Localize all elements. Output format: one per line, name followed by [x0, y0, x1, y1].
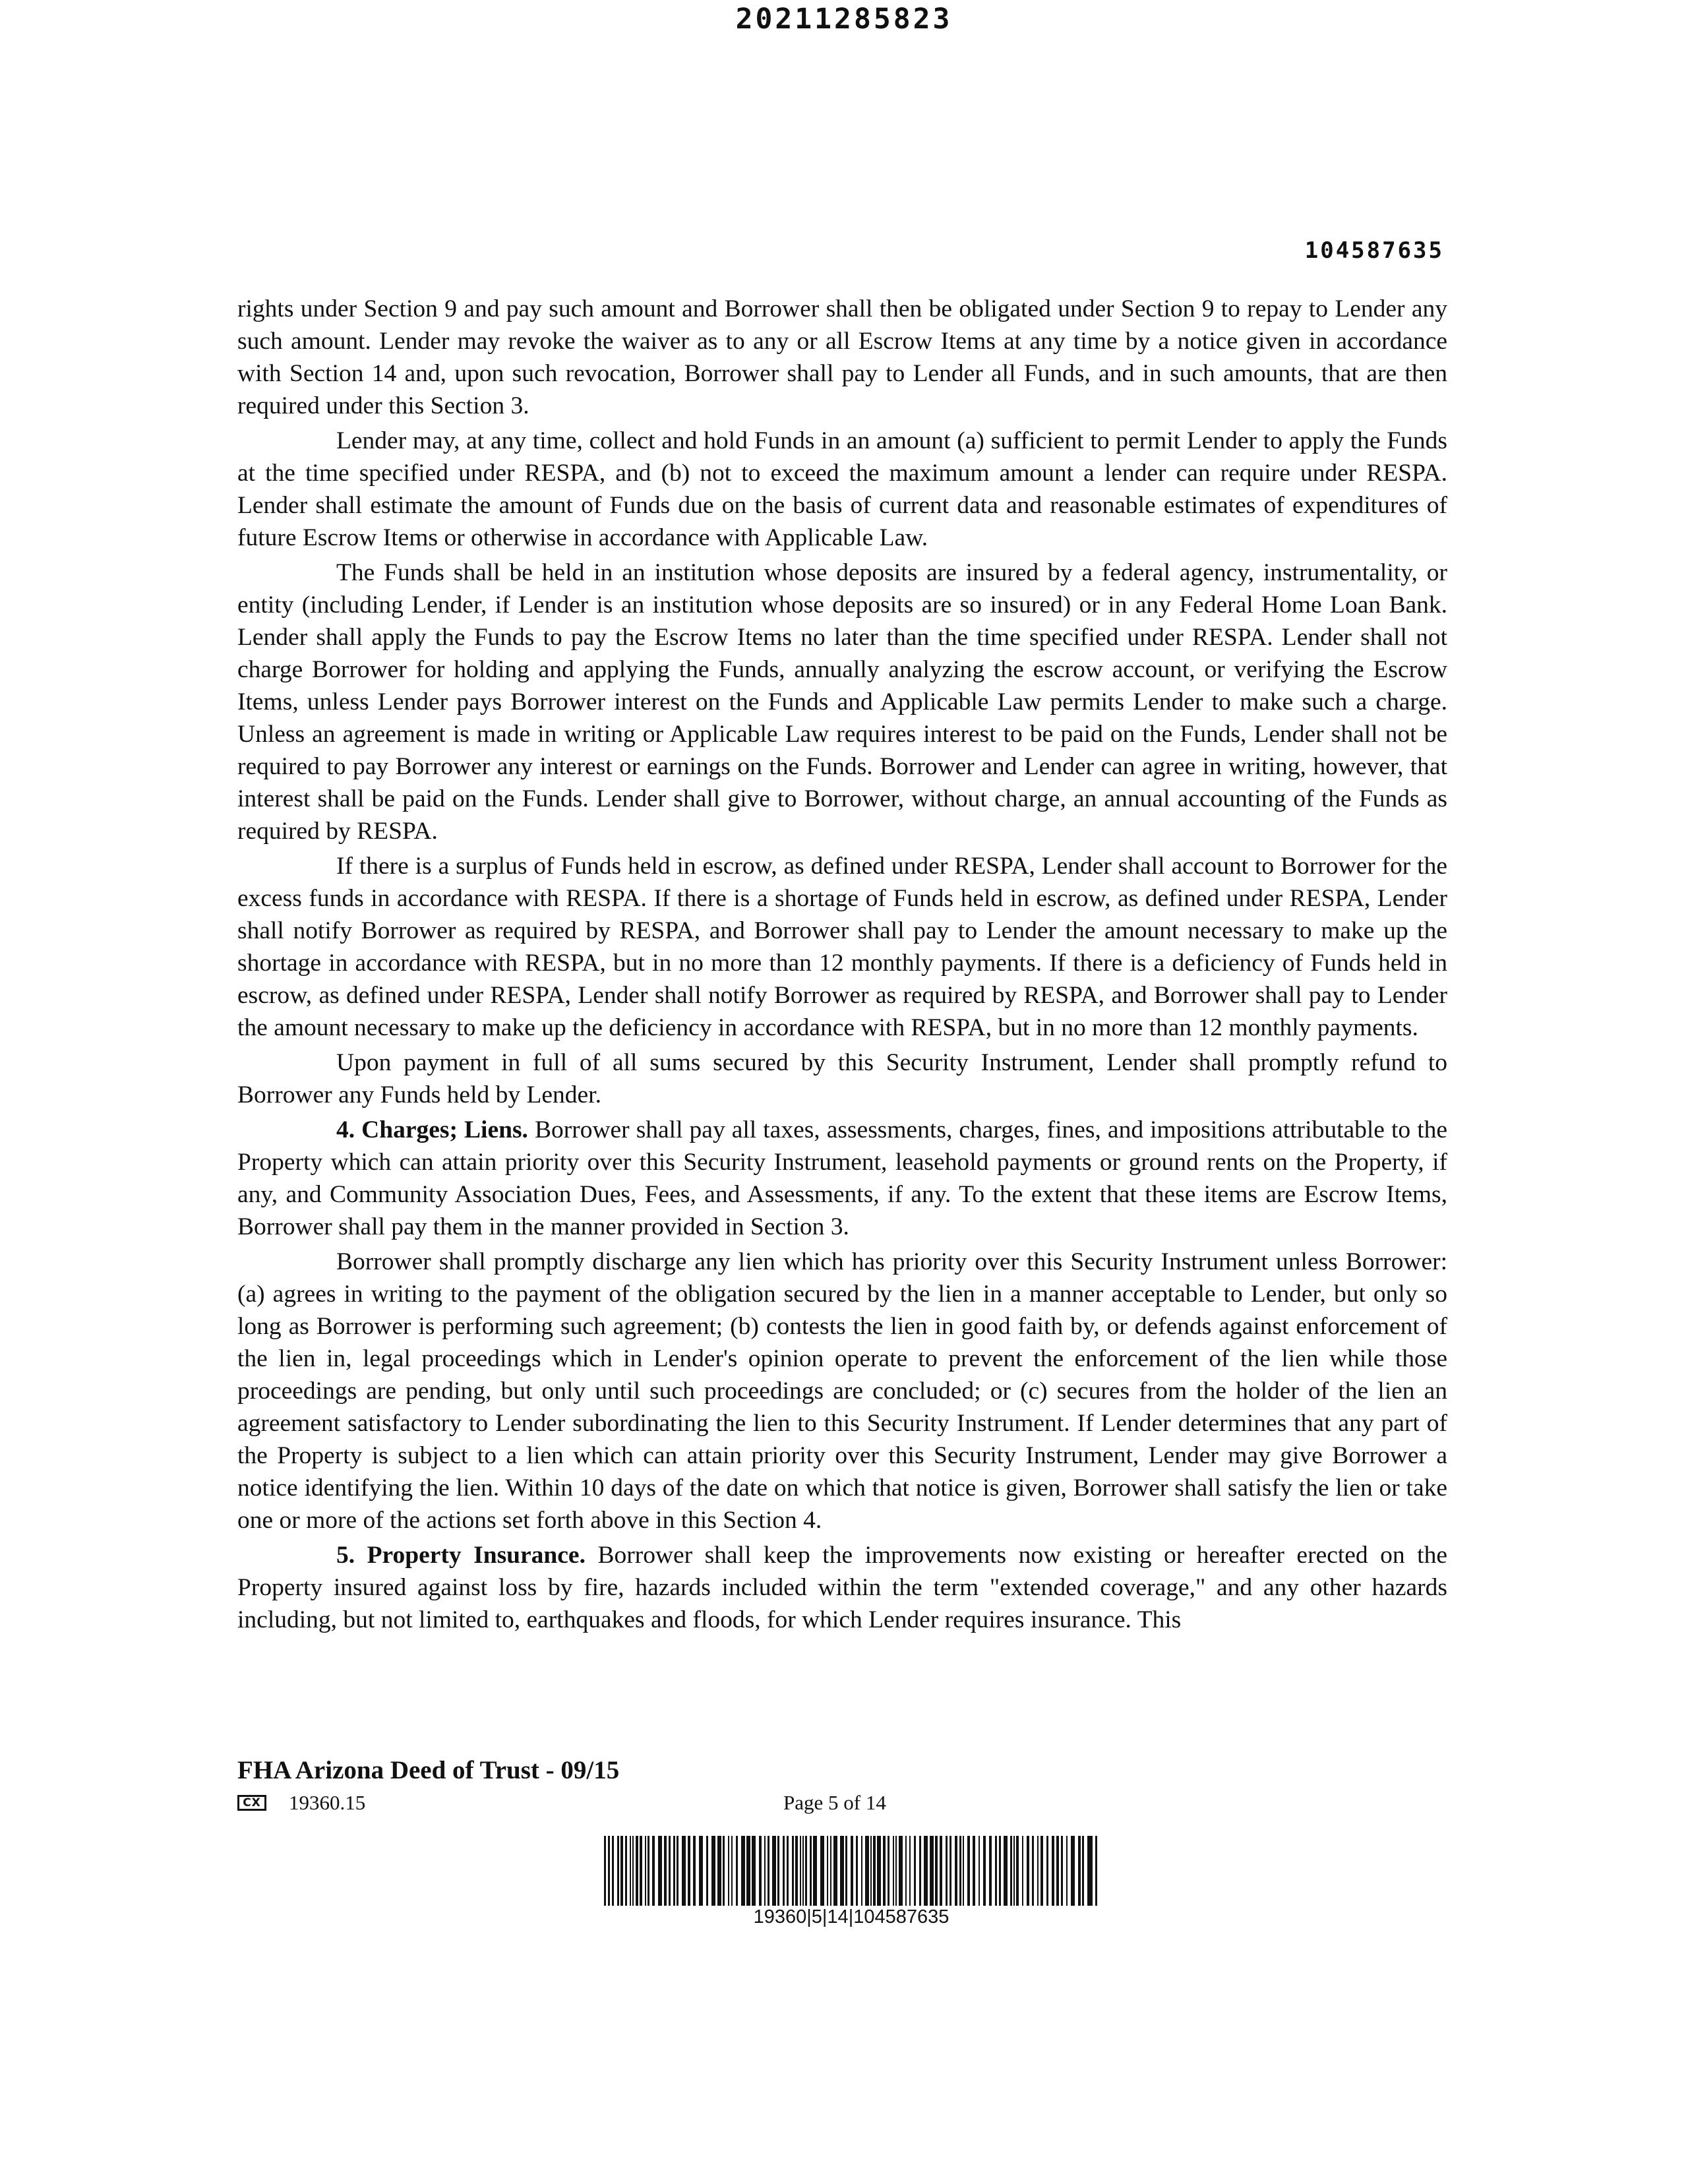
section-4-paragraph — [237, 1114, 1447, 1243]
barcode-bar — [723, 1836, 725, 1906]
barcode-bar — [673, 1836, 675, 1906]
barcode-bar — [664, 1836, 667, 1906]
barcode-bar — [1066, 1836, 1068, 1906]
barcode-bar — [967, 1836, 970, 1906]
barcode-bar — [608, 1836, 610, 1906]
barcode-bar — [728, 1836, 729, 1906]
section-heading: 5. Property Insurance. — [336, 1542, 586, 1569]
form-title: FHA Arizona Deed of Trust - 09/15 — [237, 1756, 620, 1784]
barcode-bar — [861, 1836, 862, 1906]
barcode-bar — [1004, 1836, 1008, 1906]
paragraph — [237, 1246, 1447, 1536]
barcode-bar — [845, 1836, 847, 1906]
barcode-bar — [612, 1836, 614, 1906]
barcode-bar — [914, 1836, 916, 1906]
barcode-bar — [648, 1836, 649, 1906]
paragraph — [237, 425, 1447, 554]
barcode-bar — [1078, 1836, 1081, 1906]
barcode-bar — [877, 1836, 881, 1906]
paragraph — [237, 850, 1447, 1044]
loan-number: 104587635 — [1304, 237, 1444, 264]
barcode-bar — [895, 1836, 897, 1906]
barcode-bar — [820, 1836, 824, 1906]
barcode-bar — [658, 1836, 662, 1906]
barcode-bar — [830, 1836, 831, 1906]
barcode-bar — [851, 1836, 853, 1906]
barcode-bar — [800, 1836, 801, 1906]
barcode-bar — [1095, 1836, 1097, 1906]
barcode-bar — [1052, 1836, 1054, 1906]
barcode-bar — [699, 1836, 703, 1906]
paragraph-text: Borrower shall promptly discharge any lien which has priority over this Security Instrument unless Borrower: (a) agrees in writing to the payment of the obligation secured by the lien in a manner acceptable to Lender, but only so long as Borrower is performing such agreement; (b) contests the lien in good faith by, or defends against enforcement of the lien in, legal proceedings which in Lender's opinion operate to prevent the enforcement of the lien while those proceedings are pending, but only until such proceedings are concluded; or (c) secures from the holder of the lien an agreement satisfactory to Lender subordinating the lien to this Security Instrument. If Lender determines that any part of the Property is subject to a lien which can attain priority over this Security Instrument, Lender may give Borrower a notice identifying the lien. Within 10 days of the date on which that notice is given, Borrower shall satisfy the lien or take one or more of the actions set forth above in this Section 4. — [237, 1248, 1447, 1534]
barcode-bar — [717, 1836, 721, 1906]
barcode-bar — [768, 1836, 769, 1906]
barcode-bar — [946, 1836, 948, 1906]
paragraph — [237, 1046, 1447, 1111]
barcode-bar — [640, 1836, 642, 1906]
barcode-bar — [1082, 1836, 1084, 1906]
barcode-bar — [935, 1836, 938, 1906]
barcode-bar — [1071, 1836, 1075, 1906]
barcode-bar — [1032, 1836, 1034, 1906]
paragraph-text: Lender may, at any time, collect and hold Funds in an amount (a) sufficient to permit Lender to apply the Funds at the time specified under RESPA, and (b) not to exceed the maximum amount a lender can require under RESPA. Lender shall estimate the amount of Funds due on the basis of current data and reasonable estimates of expenditures of future Escrow Items or otherwise in accordance with Applicable Law. — [237, 427, 1447, 551]
barcode-bar — [959, 1836, 961, 1906]
form-id — [237, 1791, 365, 1815]
paragraph-text: rights under Section 9 and pay such amount and Borrower shall then be obligated under Section 9 to repay to Lender any such amount. Lender may revoke the waiver as to any or all Escrow Items at any time by a notice given in accordance with Section 14 and, upon such revocation, Borrower shall pay to Lender all Funds, and in such amounts, that are then required under this Section 3. — [237, 295, 1447, 419]
barcode-bar — [995, 1836, 997, 1906]
barcode-bar — [677, 1836, 678, 1906]
barcode-bar — [688, 1836, 690, 1906]
barcode-bar — [919, 1836, 921, 1906]
barcode-bar — [973, 1836, 975, 1906]
barcode-bar — [955, 1836, 957, 1906]
barcode-bar — [865, 1836, 869, 1906]
barcode-text: 19360|5|14|104587635 — [753, 1906, 950, 1927]
barcode-bar — [620, 1836, 623, 1906]
paragraph-text: Borrower shall keep the improvements now existing or hereafter erected on the Property insured against loss by fire, hazards included within the term "extended coverage," and any other hazards including, but not limited to, earthquakes and floods, for which Lender requires insurance. This — [237, 1542, 1447, 1633]
barcode-bar — [833, 1836, 837, 1906]
barcode-bar — [746, 1836, 750, 1906]
barcode-bar — [795, 1836, 798, 1906]
barcode-bar — [604, 1836, 606, 1906]
recording-number: 20211285823 — [735, 3, 953, 36]
barcode-bar — [777, 1836, 779, 1906]
barcode-bar — [963, 1836, 964, 1906]
barcode-bar — [783, 1836, 785, 1906]
page-number: Page 5 of 14 — [783, 1791, 886, 1814]
barcode-bar — [652, 1836, 655, 1906]
barcode-bar — [625, 1836, 627, 1906]
paragraph-text: The Funds shall be held in an institution whose deposits are insured by a federal agency, instrumentality, or entity (including Lender, if Lender is an institution whose deposits are so insured) or in any Federal Home Loan Bank. Lender shall apply the Funds to pay the Escrow Items no later than the time specified under RESPA. Lender shall not charge Borrower for holding and applying the Funds, annually analyzing the escrow account, or verifying the Escrow Items, unless Lender pays Borrower interest on the Funds and Applicable Law permits Lender to make such a charge. Unless an agreement is made in writing or Applicable Law requires interest to be paid on the Funds, Lender shall not be required to pay Borrower any interest or earnings on the Funds. Borrower and Lender can agree in writing, however, that interest shall be paid on the Funds. Lender shall give to Borrower, without charge, an annual accounting of the Funds as required by RESPA. — [237, 559, 1447, 845]
barcode-bar — [827, 1836, 828, 1906]
barcode-bar — [1037, 1836, 1039, 1906]
barcode-bar — [792, 1836, 794, 1906]
barcode-bar — [873, 1836, 876, 1906]
barcode-bar — [924, 1836, 928, 1906]
section-5-paragraph — [237, 1539, 1447, 1636]
barcode-bar — [1040, 1836, 1043, 1906]
barcode-bar — [1046, 1836, 1048, 1906]
barcode-bar — [1091, 1836, 1093, 1906]
barcode-bar — [1010, 1836, 1012, 1906]
barcode-bar — [870, 1836, 872, 1906]
paragraph — [237, 293, 1447, 422]
barcode-bar — [999, 1836, 1001, 1906]
barcode-bar — [741, 1836, 745, 1906]
barcode-bar — [1061, 1836, 1063, 1906]
barcode-bar — [989, 1836, 992, 1906]
paragraph-text: Upon payment in full of all sums secured by this Security Instrument, Lender shall promptly refund to Borrower any Funds held by Lender. — [237, 1049, 1447, 1108]
paragraph — [237, 557, 1447, 847]
barcode-bar — [736, 1836, 738, 1906]
paragraph-text: If there is a surplus of Funds held in escrow, as defined under RESPA, Lender shall account to Borrower for the excess funds in accordance with RESPA. If there is a shortage of Funds held in escrow, as defined under RESPA, Lender shall notify Borrower as required by RESPA, and Borrower shall pay to Lender the amount necessary to make up the shortage in accordance with RESPA, but in no more than 12 monthly payments. If there is a deficiency of Funds held in escrow, as defined under RESPA, Lender shall notify Borrower as required by RESPA, and Borrower shall pay to Lender the amount necessary to make up the deficiency in accordance with RESPA, but in no more than 12 monthly payments. — [237, 853, 1447, 1041]
barcode-bar — [1013, 1836, 1015, 1906]
barcode-bar — [759, 1836, 762, 1906]
barcode-bar — [888, 1836, 889, 1906]
barcode-bar — [1056, 1836, 1059, 1906]
barcode-bar — [802, 1836, 804, 1906]
barcode-bar — [731, 1836, 733, 1906]
barcode-bar — [840, 1836, 844, 1906]
barcode — [604, 1836, 1099, 1906]
barcode-bar — [950, 1836, 951, 1906]
barcode-bar — [883, 1836, 886, 1906]
barcode-bar — [772, 1836, 776, 1906]
barcode-bar — [682, 1836, 686, 1906]
barcode-bar — [711, 1836, 715, 1906]
barcode-bar — [706, 1836, 708, 1906]
barcode-bar — [632, 1836, 634, 1906]
barcode-bar — [813, 1836, 817, 1906]
document-body — [237, 293, 1447, 1639]
barcode-bar — [669, 1836, 671, 1906]
barcode-bar — [856, 1836, 858, 1906]
barcode-bar — [983, 1836, 986, 1906]
barcode-bar — [940, 1836, 942, 1906]
barcode-bar — [1016, 1836, 1019, 1906]
barcode-bar — [905, 1836, 907, 1906]
barcode-bar — [930, 1836, 934, 1906]
barcode-bar — [893, 1836, 894, 1906]
barcode-bar — [1027, 1836, 1029, 1906]
barcode-bar — [787, 1836, 789, 1906]
barcode-bar — [805, 1836, 807, 1906]
barcode-bar — [617, 1836, 619, 1906]
section-heading: 4. Charges; Liens. — [336, 1116, 528, 1143]
barcode-bar — [630, 1836, 631, 1906]
barcode-bar — [1022, 1836, 1023, 1906]
barcode-bar — [899, 1836, 903, 1906]
barcode-bar — [645, 1836, 646, 1906]
paragraph-text: Borrower shall pay all taxes, assessments, charges, fines, and impositions attributable to the Property which can attain priority over this Security Instrument, leasehold payments or ground rents on the Property, if any, and Community Association Dues, Fees, and Assessments, if any. To the extent that these items are Escrow Items, Borrower shall pay them in the manner provided in Section 3. — [237, 1116, 1448, 1240]
barcode-bar — [636, 1836, 638, 1906]
cx-logo-icon: CX — [237, 1795, 266, 1811]
barcode-bar — [764, 1836, 766, 1906]
barcode-bar — [909, 1836, 911, 1906]
form-number: 19360.15 — [289, 1791, 366, 1814]
barcode-bar — [693, 1836, 696, 1906]
barcode-bar — [979, 1836, 980, 1906]
barcode-bar — [752, 1836, 756, 1906]
barcode-bar — [810, 1836, 812, 1906]
